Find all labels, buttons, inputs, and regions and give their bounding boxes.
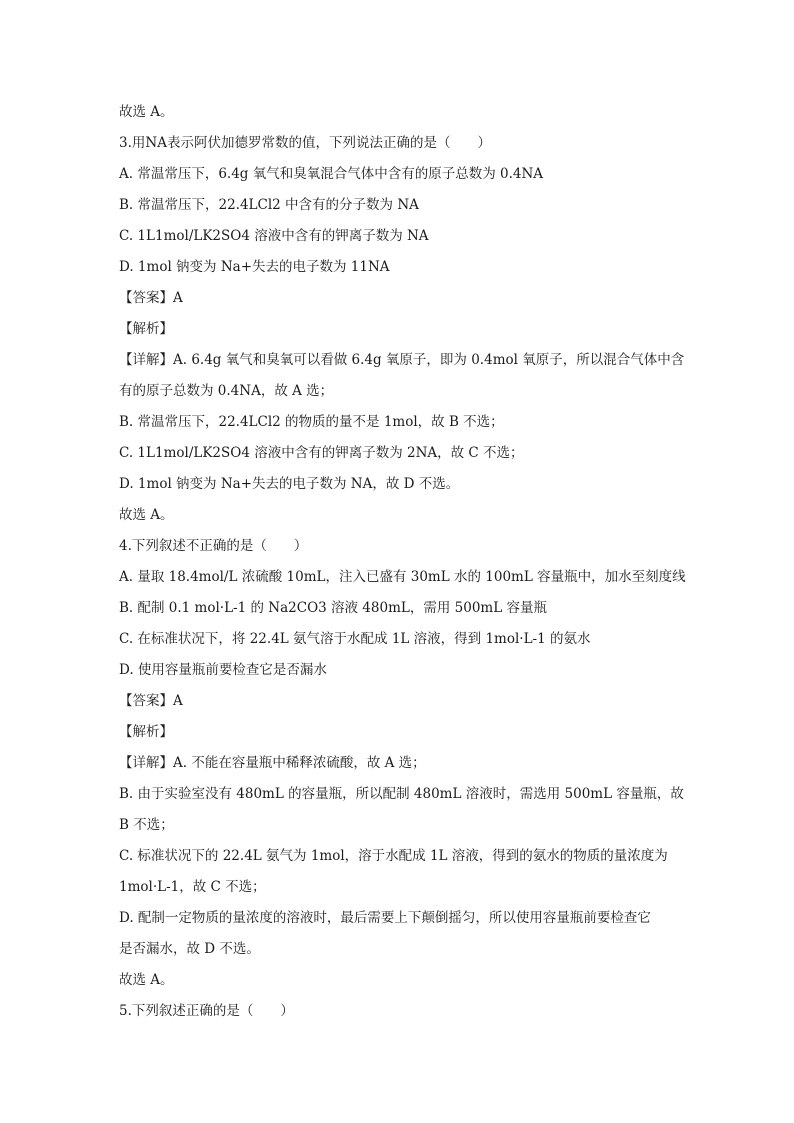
option-a: A. 量取 18.4mol/L 浓硫酸 10mL，注入已盛有 30mL 水的 100mL 容量瓶中，加水至刻度线 (119, 569, 686, 585)
option-a: A. 常温常压下，6.4g 氧气和臭氧混合气体中含有的原子总数为 0.4NA (119, 166, 544, 182)
explanation-line: 【详解】A. 6.4g 氧气和臭氧可以看做 6.4g 氧原子，即为 0.4mol 氧原子，所以混合气体中含 (119, 352, 685, 368)
explanation-line: C. 1L1mol/LK2SO4 溶液中含有的钾离子数为 2NA，故 C 不选； (119, 445, 524, 461)
answer-label: 【答案】A (119, 693, 183, 709)
explanation-line: 1mol·L-1，故 C 不选； (119, 879, 266, 895)
analysis-label: 【解析】 (119, 724, 173, 740)
explanation-line: 是否漏水，故 D 不选。 (119, 941, 260, 957)
text-line: 故选 A。 (119, 507, 174, 523)
option-b: B. 配制 0.1 mol·L-1 的 Na2CO3 溶液 480mL，需用 500mL 容量瓶 (119, 600, 547, 616)
text-line: 故选 A。 (119, 104, 174, 120)
explanation-line: B. 由于实验室没有 480mL 的容量瓶，所以配制 480mL 溶液时，需选用 500mL 容量瓶，故 (119, 786, 684, 802)
question-3-stem: 3.用NA表示阿伏加德罗常数的值，下列说法正确的是（ ） (119, 135, 491, 151)
option-b: B. 常温常压下，22.4LCl2 中含有的分子数为 NA (119, 197, 419, 213)
analysis-label: 【解析】 (119, 321, 173, 337)
explanation-line: C. 标准状况下的 22.4L 氨气为 1mol，溶于水配成 1L 溶液，得到的氨水的物质的量浓度为 (119, 848, 668, 864)
explanation-line: B 不选； (119, 817, 174, 833)
answer-label: 【答案】A (119, 290, 183, 306)
explanation-line: D. 1mol 钠变为 Na+失去的电子数为 NA，故 D 不选。 (119, 476, 460, 492)
option-c: C. 1L1mol/LK2SO4 溶液中含有的钾离子数为 NA (119, 228, 429, 244)
option-d: D. 1mol 钠变为 Na+失去的电子数为 11NA (119, 259, 390, 275)
option-c: C. 在标准状况下，将 22.4L 氨气溶于水配成 1L 溶液，得到 1mol·L-1 的氨水 (119, 631, 591, 647)
explanation-line: B. 常温常压下，22.4LCl2 的物质的量不是 1mol，故 B 不选； (119, 414, 504, 430)
text-line: 故选 A。 (119, 972, 174, 988)
explanation-line: 【详解】A. 不能在容量瓶中稀释浓硫酸，故 A 选； (119, 755, 426, 771)
question-5-stem: 5.下列叙述正确的是（ ） (119, 1003, 294, 1019)
option-d: D. 使用容量瓶前要检查它是否漏水 (119, 662, 327, 678)
explanation-line: 有的原子总数为 0.4NA，故 A 选； (119, 383, 334, 399)
explanation-line: D. 配制一定物质的量浓度的溶液时，最后需要上下颠倒摇匀，所以使用容量瓶前要检查它 (119, 910, 651, 926)
question-4-stem: 4.下列叙述不正确的是（ ） (119, 538, 308, 554)
